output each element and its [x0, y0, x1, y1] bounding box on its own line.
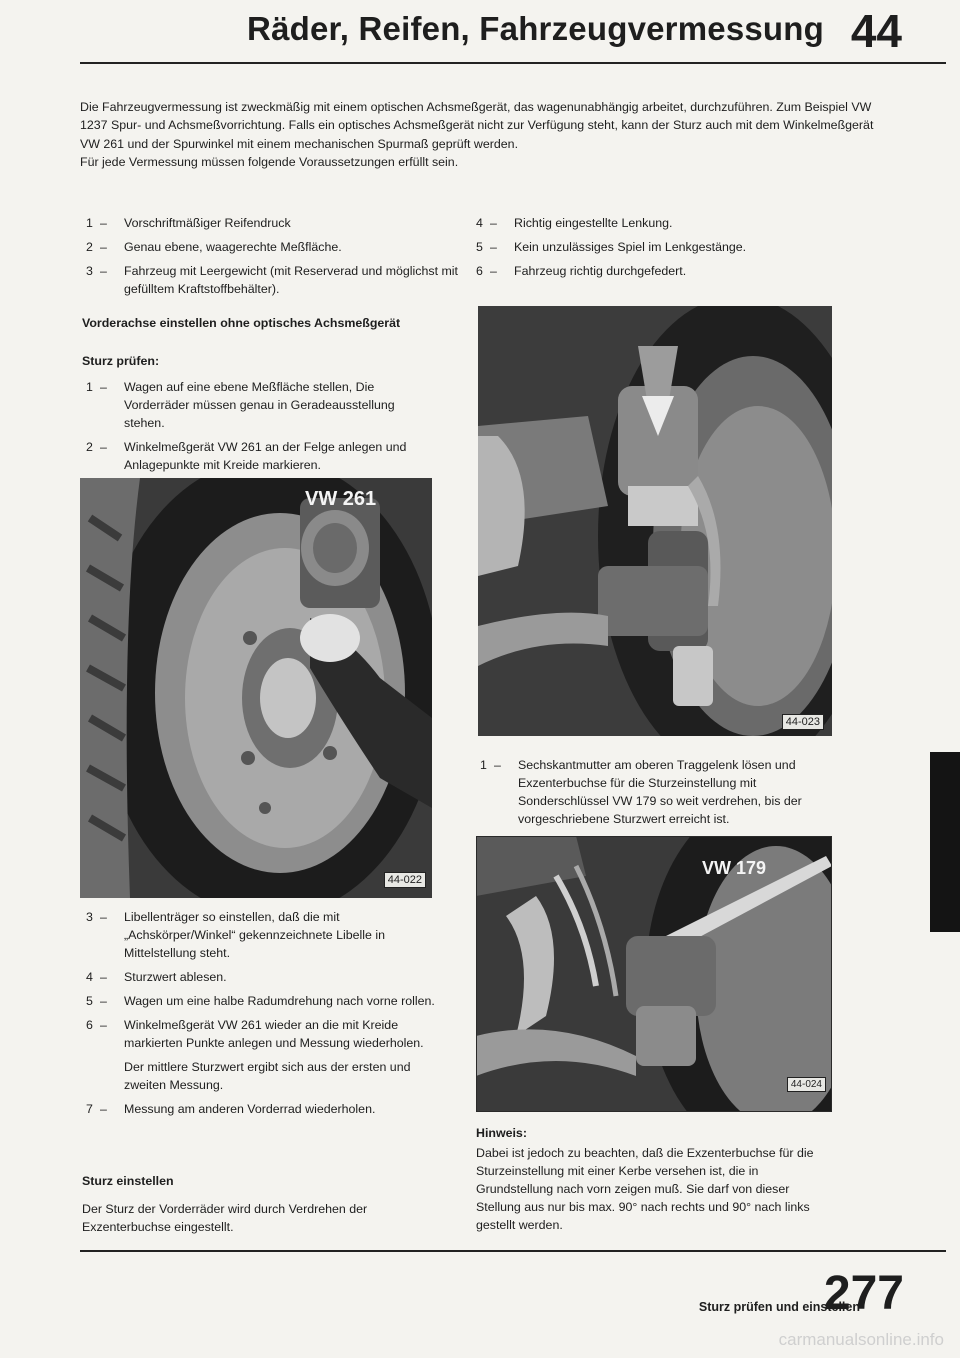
chapter-number: 44 — [850, 5, 902, 57]
wrench-photo — [476, 836, 832, 1112]
page-title: Räder, Reifen, Fahrzeugvermessung — [247, 10, 824, 47]
list-item: 4 – Sturzwert ablesen. — [86, 970, 227, 984]
requirements-right — [476, 214, 836, 286]
header-rule — [80, 62, 946, 64]
list-item: 1 – Sechskantmutter am oberen Traggelenk lösen und Exzenterbuchse für die Sturzeinstellung mit Sonderschlüssel VW 179 so weit verdrehen, bis der vorgeschriebene Sturzwert erreicht ist. — [480, 758, 802, 826]
intro-text — [80, 98, 880, 172]
list-item: 5 – Wagen um eine halbe Radumdrehung nach vorne rollen. — [86, 994, 435, 1008]
list-item: 6 – Winkelmeßgerät VW 261 wieder an die mit Kreide markierten Punkte anlegen und Messung wiederholen. — [86, 1018, 424, 1050]
hint-text: Dabei ist jedoch zu beachten, daß die Exzenterbuchse für die Sturzeinstellung mit einer Kerbe versehen ist, die in Grundstellung nach vorn zeigen muß. Sie darf von dieser Stellung aus nur bis max. 90° nach rechts und 90° nach links gestellt werden. — [476, 1146, 814, 1232]
figure-number: 44-024 — [787, 1077, 826, 1092]
figure-number: 44-022 — [384, 872, 426, 888]
list-item: 1 – Wagen auf eine ebene Meßfläche stellen, Die Vorderräder müssen genau in Geradeausstellung stehen. — [86, 380, 395, 430]
list-item: 5 – Kein unzulässiges Spiel im Lenkgestänge. — [476, 240, 747, 254]
check-heading: Sturz prüfen: — [82, 354, 160, 368]
hint-heading: Hinweis: — [476, 1126, 527, 1140]
figure-number: 44-023 — [782, 714, 824, 730]
chapter-thumb-tab — [930, 752, 960, 932]
check-steps-a — [86, 378, 436, 480]
tool-label-vw179: VW 179 — [702, 858, 767, 878]
wheel-photo — [80, 478, 432, 898]
step6-note: Der mittlere Sturzwert ergibt sich aus der ersten und zweiten Messung. — [124, 1060, 411, 1092]
list-item: 6 – Fahrzeug richtig durchgefedert. — [476, 264, 687, 278]
intro-requirements-line: Für jede Vermessung müssen folgende Voraussetzungen erfüllt sein. — [80, 155, 459, 170]
adjust-steps — [480, 756, 832, 834]
adjust-text: Der Sturz der Vorderräder wird durch Verdrehen der Exzenterbuchse eingestellt. — [82, 1202, 368, 1234]
tool-label-vw261: VW 261 — [305, 488, 377, 510]
adjust-heading: Sturz einstellen — [82, 1174, 174, 1188]
page-number: 277 — [823, 1267, 904, 1320]
footer-section-label: Sturz prüfen und einstellen — [698, 1300, 860, 1314]
footer-rule — [80, 1250, 946, 1252]
list-item: 2 – Genau ebene, waagerechte Meßfläche. — [86, 240, 342, 254]
list-item: 3 – Fahrzeug mit Leergewicht (mit Reserverad und möglichst mit gefülltem Kraftstoffbehälter). — [86, 264, 458, 296]
joint-photo — [478, 306, 832, 736]
list-item: 3 – Libellenträger so einstellen, daß die mit „Achskörper/Winkel“ gekennzeichnete Libelle in Mittelstellung steht. — [86, 910, 386, 960]
list-item: 2 – Winkelmeßgerät VW 261 an der Felge anlegen und Anlagepunkte mit Kreide markieren. — [86, 440, 407, 472]
section-heading: Vorderachse einstellen ohne optisches Achsmeßgerät — [82, 316, 401, 330]
list-item: 4 – Richtig eingestellte Lenkung. — [476, 216, 673, 230]
intro-paragraph: Die Fahrzeugvermessung ist zweckmäßig mit einem optischen Achsmeßgerät, das wagenunabhängig arbeitet, durchzuführen. Zum Beispiel VW 1237 Spur- und Achsmeßvorrichtung. Falls ein optisches Achsmeßgerät nicht zur Verfügung steht, kann der Sturz auch mit dem Winkelmeßgerät VW 261 und der Spurwinkel mit einem mechanischen Spurmaß geprüft werden. — [80, 100, 874, 151]
check-steps-b — [86, 908, 438, 1124]
requirements-left — [86, 214, 458, 304]
list-item: 7 – Messung am anderen Vorderrad wiederholen. — [86, 1102, 376, 1116]
list-item: 1 – Vorschriftmäßiger Reifendruck — [86, 216, 291, 230]
watermark: carmanualsonline.info — [778, 1330, 944, 1349]
